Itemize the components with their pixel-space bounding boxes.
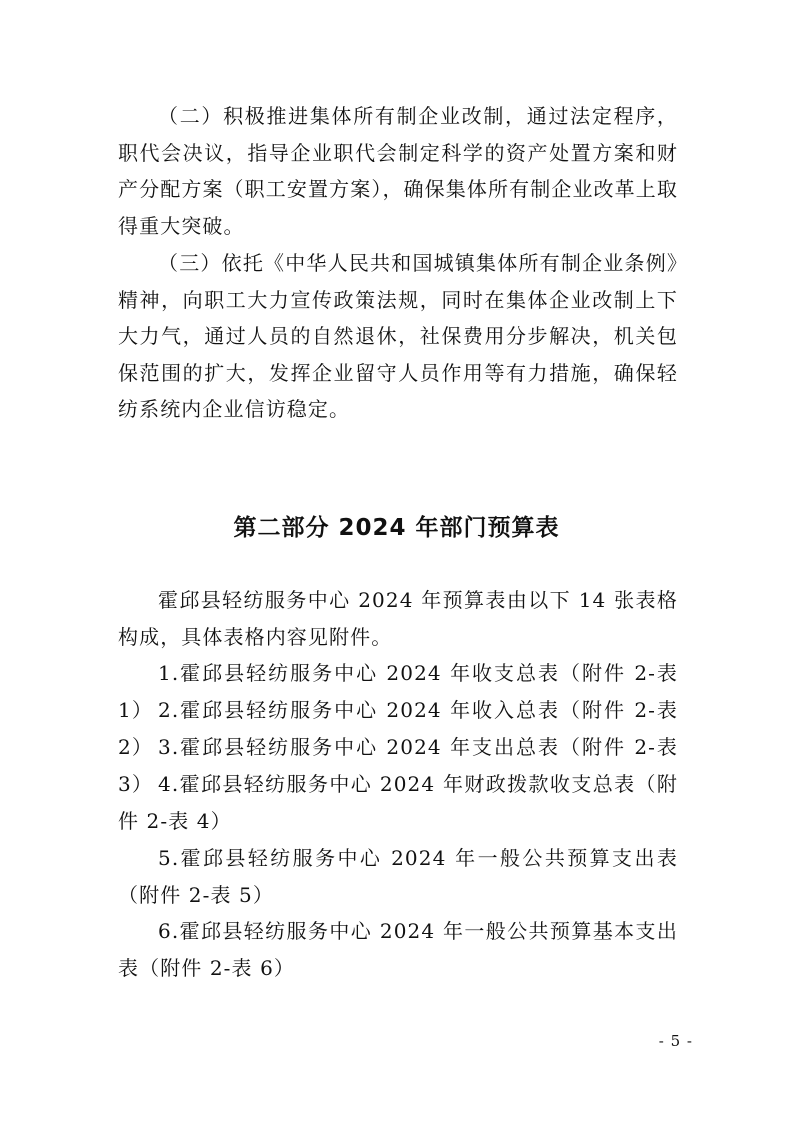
page-number: - 5 - [658, 1032, 693, 1050]
intro-paragraph: 霍邱县轻纺服务中心 2024 年预算表由以下 14 张表格构成，具体表格内容见附件。 [118, 588, 678, 649]
list-item-5: 5.霍邱县轻纺服务中心 2024 年一般公共预算支出表（附件 2-表 5） [118, 846, 678, 907]
list-item-3: 3.霍邱县轻纺服务中心 2024 年支出总表（附件 2-表 3） [118, 735, 678, 796]
list-item-6: 6.霍邱县轻纺服务中心 2024 年一般公共预算基本支出表（附件 2-表 6） [118, 919, 678, 980]
section-heading: 第二部分 2024 年部门预算表 [233, 515, 560, 541]
list-item-2: 2.霍邱县轻纺服务中心 2024 年收入总表（附件 2-表 2） [118, 698, 678, 759]
list-item-4: 4.霍邱县轻纺服务中心 2024 年财政拨款收支总表（附件 2-表 4） [118, 772, 678, 833]
paragraph-3: （三）依托《中华人民共和国城镇集体所有制企业条例》精神，向职工大力宣传政策法规，同时在集体企业改制上下大力气，通过人员的自然退休，社保费用分步解决，机关包保范围的扩大，发挥企业留守人员作用等有力措施，确保轻纺系统内企业信访稳定。 [118, 251, 678, 422]
paragraph-2: （二）积极推进集体所有制企业改制，通过法定程序，职代会决议，指导企业职代会制定科学的资产处置方案和财产分配方案（职工安置方案），确保集体所有制企业改革上取得重大突破。 [118, 104, 678, 238]
list-item-1: 1.霍邱县轻纺服务中心 2024 年收支总表（附件 2-表 1） [118, 661, 678, 722]
